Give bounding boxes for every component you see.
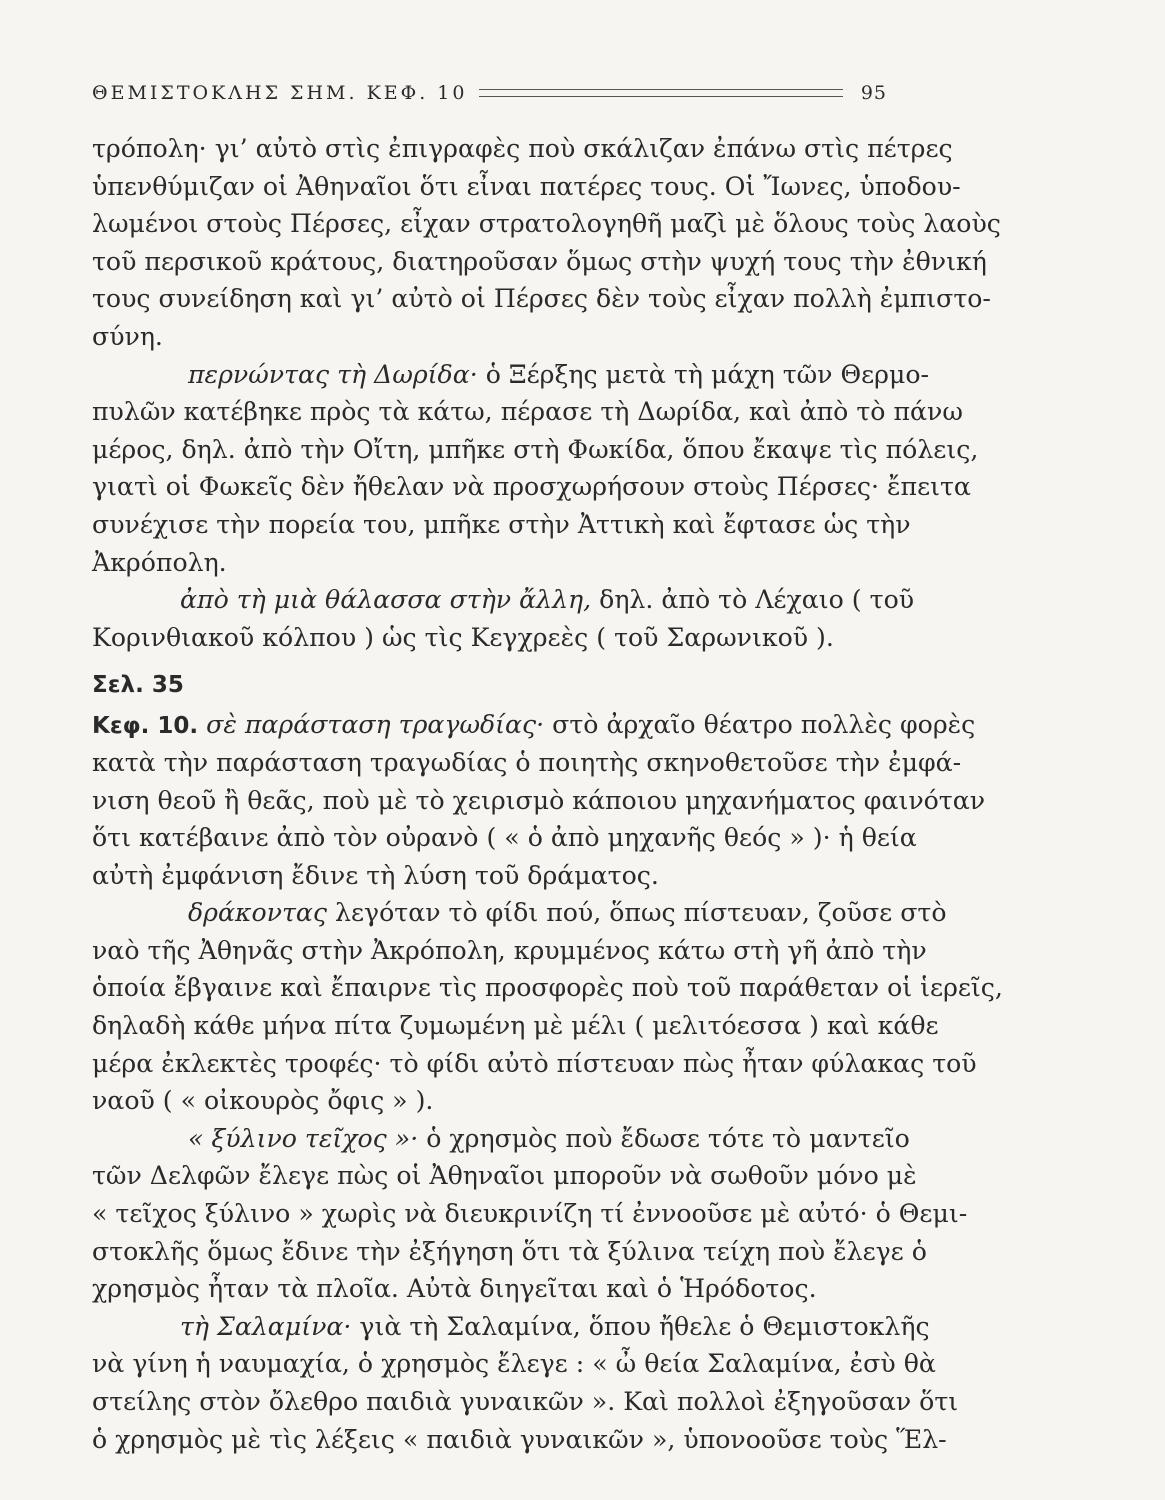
note-term: σὲ παράσταση τραγωδίας· [206, 710, 545, 740]
text-line: ὑπενθύμιζαν οἱ Ἀθηναῖοι ὅτι εἶναι πατέρες τους. Οἱ Ἴωνες, ὑποδου- [92, 171, 961, 201]
header-rule [479, 89, 842, 97]
text-line: ὅτι κατέβαινε ἀπὸ τὸν οὐρανὸ ( « ὁ ἀπὸ μηχανῆς θεός » )· ἡ θεία [92, 823, 917, 853]
text-line: ναοῦ ( « οἰκουρὸς ὄφις » ). [92, 1086, 434, 1116]
text-line: μέρα ἐκλεκτὲς τροφές· τὸ φίδι αὐτὸ πίστευαν πὼς ἦταν φύλακας τοῦ [92, 1048, 977, 1078]
text-line: νιση θεοῦ ἢ θεᾶς, ποὺ μὲ τὸ χειρισμὸ κάποιου μηχανήματος φαινόταν [92, 785, 986, 815]
page-body [92, 130, 1003, 1458]
text-line: στείλης στὸν ὄλεθρο παιδιὰ γυναικῶν ». Καὶ πολλοὶ ἐξηγοῦσαν ὅτι [92, 1387, 959, 1416]
text-line: κατὰ τὴν παράσταση τραγωδίας ὁ ποιητὴς σκηνοθετοῦσε τὴν ἐμφά- [92, 747, 962, 777]
text-line: αὐτὴ ἐμφάνιση ἔδινε τὴ λύση τοῦ δράματος. [92, 860, 659, 890]
note-text: ὁ χρησμὸς ποὺ ἔδωσε τότε τὸ μαντεῖο [426, 1123, 910, 1153]
note-term: περνώντας τὴ Δωρίδα· [188, 359, 478, 389]
note-text: δηλ. ἀπὸ τὸ Λέχαιο ( τοῦ [599, 585, 915, 615]
text-line: σύνη. [92, 321, 163, 351]
text-line: δηλαδὴ κάθε μήνα πίτα ζυμωμένη μὲ μέλι ( μελιτόεσσα ) καὶ κάθε [92, 1011, 939, 1041]
text-line: τους συνείδηση καὶ γι’ αὐτὸ οἱ Πέρσες δὲν τοὺς εἶχαν πολλὴ ἐμπιστο- [92, 284, 991, 314]
text-line [92, 894, 947, 932]
text-line: γιατὶ οἱ Φωκεῖς δὲν ἤθελαν νὰ προσχωρήσουν στοὺς Πέρσες· ἔπειτα [92, 472, 971, 502]
section-label: Σελ. 35 [92, 672, 184, 699]
text-line: ὁ χρησμὸς μὲ τὶς λέξεις « παιδιὰ γυναικῶν », ὑπονοοῦσε τοὺς Ἕλ- [92, 1424, 947, 1454]
text-line: νὰ γίνη ἡ ναυμαχία, ὁ χρησμὸς ἔλεγε : « ὦ θεία Σαλαμίνα, ἐσὺ θὰ [92, 1349, 936, 1379]
text-line [92, 1308, 930, 1346]
text-line: τῶν Δελφῶν ἔλεγε πὼς οἱ Ἀθηναῖοι μποροῦν νὰ σωθοῦν μόνο μὲ [92, 1161, 917, 1191]
text-line [92, 581, 915, 619]
text-line: ναὸ τῆς Ἀθηνᾶς στὴν Ἀκρόπολη, κρυμμένος κάτω στὴ γῆ ἀπὸ τὴν [92, 935, 927, 965]
running-title: ΘΕΜΙΣΤΟΚΛΗΣ ΣΗΜ. ΚΕΦ. 10 [92, 82, 468, 104]
note-text: γιὰ τὴ Σαλαμίνα, ὅπου ἤθελε ὁ Θεμιστοκλῆς [359, 1311, 930, 1341]
text-line: Ἀκρόπολη. [92, 547, 227, 577]
section-heading [92, 656, 887, 706]
text-line: συνέχισε τὴν πορεία του, μπῆκε στὴν Ἀττικὴ καὶ ἔφτασε ὡς τὴν [92, 509, 911, 539]
note-term: ἀπὸ τὴ μιὰ θάλασσα στὴν ἄλλη, [180, 585, 592, 615]
text-line: Κορινθιακοῦ κόλπου ) ὡς τὶς Κεγχρεὲς ( τοῦ Σαρωνικοῦ ). [92, 622, 834, 652]
note-term: δράκοντας [188, 898, 328, 928]
note-term: « ξύλινο τεῖχος »· [188, 1123, 419, 1153]
text-line [92, 356, 930, 394]
text-line [92, 1120, 910, 1158]
text-line [92, 706, 976, 744]
text-line: μέρος, δηλ. ἀπὸ τὴν Οἴτη, μπῆκε στὴ Φωκίδα, ὅπου ἔκαψε τὶς πόλεις, [92, 434, 979, 464]
text-line: ὁποία ἔβγαινε καὶ ἔπαιρνε τὶς προσφορὲς ποὺ τοῦ παράθεταν οἱ ἱερεῖς, [92, 973, 1003, 1003]
text-line: χρησμὸς ἦταν τὰ πλοῖα. Αὐτὰ διηγεῖται καὶ ὁ Ἡρόδοτος. [92, 1274, 817, 1304]
text-line: στοκλῆς ὅμως ἔδινε τὴν ἐξήγηση ὅτι τὰ ξύλινα τείχη ποὺ ἔλεγε ὁ [92, 1236, 927, 1266]
text-line: « τεῖχος ξύλινο » χωρὶς νὰ διευκρινίζη τί ἐννοοῦσε μὲ αὐτό· ὁ Θεμι- [92, 1199, 968, 1229]
note-text: στὸ ἀρχαῖο θέατρο πολλὲς φορὲς [552, 710, 976, 740]
text-line: πυλῶν κατέβηκε πρὸς τὰ κάτω, πέρασε τὴ Δωρίδα, καὶ ἀπὸ τὸ πάνω [92, 397, 963, 427]
note-term: τὴ Σαλαμίνα· [180, 1311, 352, 1341]
text-line: τρόπολη· γι’ αὐτὸ στὶς ἐπιγραφὲς ποὺ σκάλιζαν ἐπάνω στὶς πέτρες [92, 134, 953, 163]
chapter-label: Κεφ. 10. [92, 713, 199, 740]
note-text: λεγόταν τὸ φίδι πού, ὅπως πίστευαν, ζοῦσε στὸ [335, 898, 947, 928]
text-line: τοῦ περσικοῦ κράτους, διατηροῦσαν ὅμως στὴν ψυχή τους τὴν ἐθνική [92, 246, 987, 276]
note-text: ὁ Ξέρξης μετὰ τὴ μάχη τῶν Θερμο- [485, 359, 930, 389]
page-number: 95 [860, 82, 887, 104]
text-line: λωμένοι στοὺς Πέρσες, εἶχαν στρατολογηθῆ μαζὶ μὲ ὅλους τοὺς λαοὺς [92, 209, 1001, 239]
running-header [92, 78, 887, 108]
